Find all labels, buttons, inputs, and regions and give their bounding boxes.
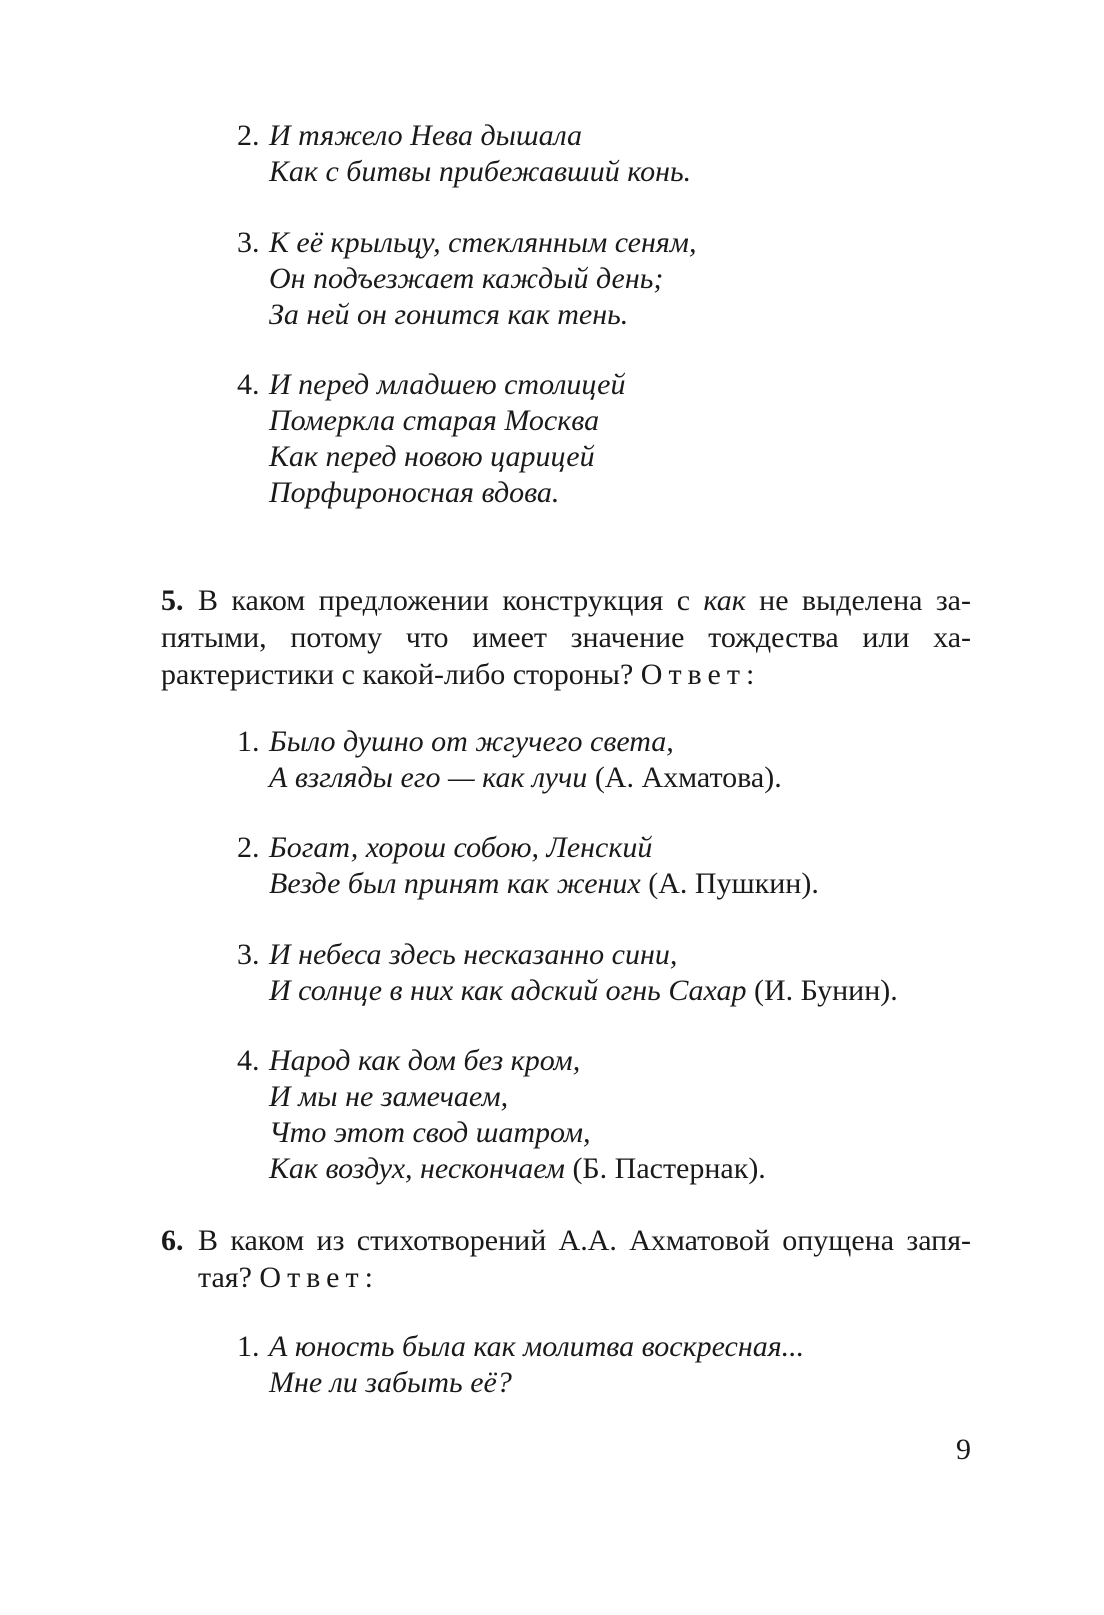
- option-number: 4.: [237, 1044, 260, 1077]
- verse-line: И небеса здесь несказанно сини,: [269, 938, 678, 971]
- option-3-top: [237, 225, 696, 333]
- option-number: 2.: [237, 119, 260, 152]
- verse-line: Померкла старая Москва: [269, 404, 600, 437]
- verse-line: Что этот свод шатром,: [269, 1116, 591, 1149]
- verse-line: А взгляды его — как лучи: [269, 761, 588, 794]
- verse-line: Было душно от жгучего света,: [269, 725, 674, 758]
- option-number: 1.: [237, 1330, 260, 1363]
- question-6: [161, 1222, 971, 1296]
- question-number: 5.: [161, 584, 184, 617]
- verse-line: К её крыльцу, стеклянным сеням,: [269, 226, 697, 259]
- verse-line: За ней он гонится как тень.: [269, 298, 629, 331]
- q5-option-1: [237, 724, 782, 796]
- q5-option-3: [237, 937, 898, 1009]
- verse-line: Порфироносная вдова.: [269, 476, 560, 509]
- q6-option-1: [237, 1329, 804, 1401]
- option-number: 2.: [237, 831, 260, 864]
- answer-label: Ответ:: [640, 658, 761, 691]
- verse-line: Мне ли забыть её?: [269, 1366, 512, 1399]
- source-author: (А. Ахматова).: [587, 761, 782, 794]
- verse-line: И тяжело Нева дышала: [269, 119, 583, 152]
- option-number: 3.: [237, 226, 260, 259]
- verse-line: И мы не замечаем,: [269, 1080, 509, 1113]
- question-text-line: рактеристики с какой-либо стороны? Ответ:: [161, 658, 761, 691]
- verse-line: Богат, хорош собою, Ленский: [269, 831, 653, 864]
- source-author: (Б. Пастернак).: [564, 1152, 766, 1185]
- verse-line: И солнце в них как адский огнь Сахар: [269, 974, 747, 1007]
- question-number: 6.: [161, 1224, 184, 1257]
- verse-line: Как воздух, нескончаем: [269, 1152, 565, 1185]
- question-text-line: 5. В каком предложении конструкция с как не выделена за-: [161, 584, 971, 617]
- verse-line: И перед младшею столицей: [269, 368, 626, 401]
- option-number: 3.: [237, 938, 260, 971]
- verse-line: Везде был принят как жених: [269, 867, 641, 900]
- option-number: 4.: [237, 368, 260, 401]
- source-author: (А. Пушкин).: [640, 867, 819, 900]
- verse-line: Как перед новою царицей: [269, 440, 595, 473]
- verse-line: Как с битвы прибежавший конь.: [269, 155, 692, 188]
- option-number: 1.: [237, 725, 260, 758]
- verse-line: А юность была как молитва воскресная...: [269, 1330, 805, 1363]
- verse-line: Он подъезжает каждый день;: [269, 262, 664, 295]
- question-5: [161, 582, 971, 693]
- q5-option-4: [237, 1043, 766, 1187]
- page-number: 9: [956, 1433, 971, 1466]
- option-4-top: [237, 367, 625, 511]
- answer-label: Ответ:: [259, 1261, 379, 1294]
- option-2-top: [237, 118, 691, 190]
- source-author: (И. Бунин).: [746, 974, 898, 1007]
- question-text-line: 6. В каком из стихотворений А.А. Ахматовой опущена запя-: [161, 1224, 971, 1257]
- q5-option-2: [237, 830, 819, 902]
- question-text-line: пятыми, потому что имеет значение тождества или ха-: [161, 621, 971, 654]
- verse-line: Народ как дом без кром,: [269, 1044, 581, 1077]
- question-text-line: тая? Ответ:: [198, 1261, 379, 1294]
